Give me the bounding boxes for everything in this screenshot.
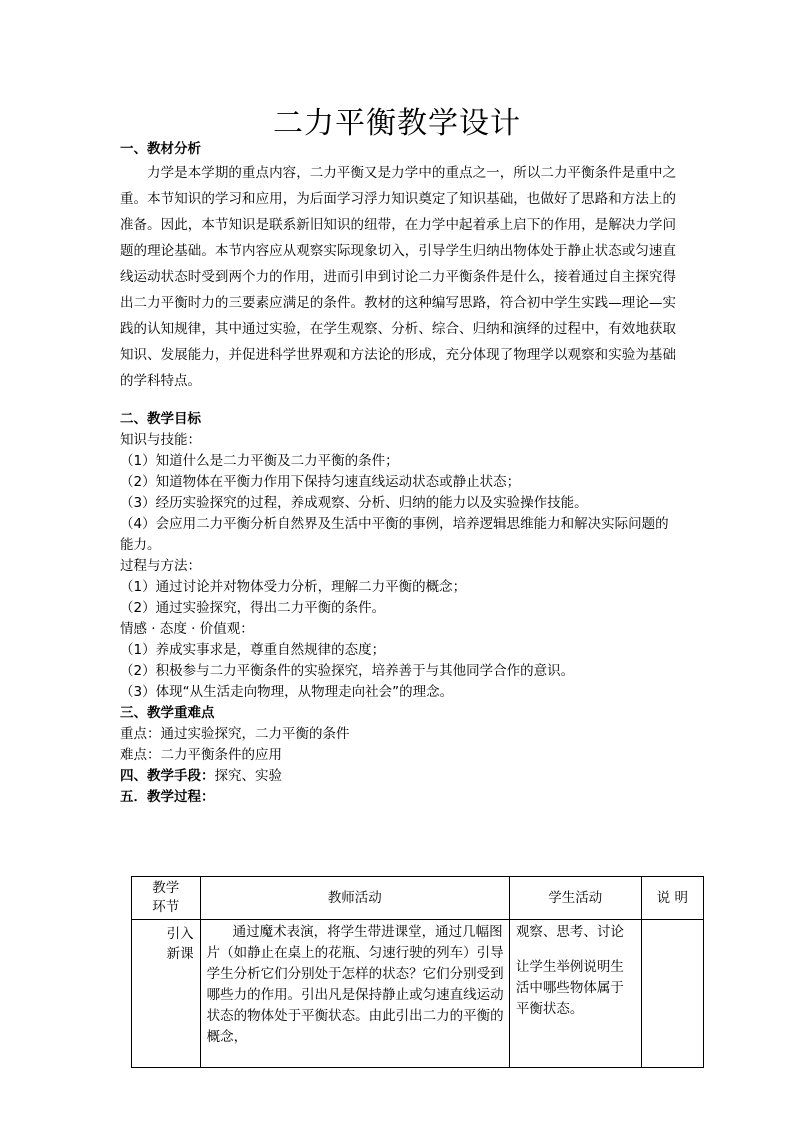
teaching-process-table — [131, 876, 704, 1068]
key-point: 重点：通过实验探究，二力平衡的条件 — [120, 726, 350, 742]
emotion-item: （2）积极参与二力平衡条件的实验探究，培养善于与其他同学合作的意识。 — [120, 663, 575, 679]
material-analysis-paragraph: 力学是本学期的重点内容，二力平衡又是力学中的重点之一，所以二力平衡条件是重中之重。本节知识的学习和应用，为后面学习浮力知识奠定了知识基础，也做好了思路和方法上的准备。因此，本节知识是联系新旧知识的纽带，在力学中起着承上启下的作用，是解决力学问题的理论基础。本节内容应从观察实际现象切入，引导学生归纳出物体处于静止状态或匀速直线运动状态时受到两个力的作用，进而引申到讨论二力平衡条件是什么，接着通过自主探究得出二力平衡时力的三要素应满足的条件。教材的这种编写思路，符合初中学生实践—理论—实践的认知规律，其中通过实验，在学生观察、分析、综合、归纳和演绎的过程中，有效地获取知识、发展能力，并促进科学世界观和方法论的形成，充分体现了物理学以观察和实验为基础的学科特点。 — [120, 165, 676, 389]
section-heading-objectives: 二、教学目标 — [120, 411, 201, 427]
emotion-item: （1）养成实事求是，尊重自然规律的态度； — [120, 642, 386, 658]
knowledge-item: （3）经历实验探究的过程，养成观察、分析、归纳的能力以及实验操作技能。 — [120, 495, 588, 511]
section-heading-means: 四、教学手段： — [120, 768, 215, 784]
student-activity-cell — [509, 920, 641, 1068]
stage-label: 引入新课 — [166, 926, 194, 962]
section-heading-process: 五．教学过程： — [120, 789, 215, 805]
process-item: （1）通过讨论并对物体受力分析，理解二力平衡的概念； — [120, 579, 467, 595]
header-teacher: 教师活动 — [200, 877, 509, 920]
knowledge-item: （1）知道什么是二力平衡及二力平衡的条件； — [120, 453, 399, 469]
teacher-activity-cell — [200, 920, 509, 1068]
difficulty: 难点：二力平衡条件的应用 — [120, 747, 282, 763]
means-value: 探究、实验 — [214, 768, 282, 784]
header-note: 说 明 — [641, 877, 703, 920]
emotion-item: （3）体现“从生活走向物理，从物理走向社会”的理念。 — [120, 684, 454, 700]
table-header-row — [132, 877, 704, 920]
knowledge-label: 知识与技能： — [120, 432, 201, 448]
student-activity-text: 让学生举例说明生活中哪些物体属于平衡状态。 — [515, 959, 624, 1017]
section-heading-key-points: 三、教学重难点 — [120, 705, 215, 721]
student-activity-text: 观察、思考、讨论 — [515, 924, 624, 940]
stage-cell — [132, 920, 201, 1068]
page-title: 二力平衡教学设计 — [273, 106, 521, 141]
section-objectives — [120, 409, 676, 808]
knowledge-item: （2）知道物体在平衡力作用下保持匀速直线运动状态或静止状态； — [120, 474, 521, 490]
process-item: （2）通过实验探究，得出二力平衡的条件。 — [120, 600, 386, 616]
emotion-label: 情感 · 态度 · 价值观： — [120, 621, 254, 637]
knowledge-item: （4）会应用二力平衡分析自然界及生活中平衡的事例，培养逻辑思维能力和解决实际问题的能力。 — [120, 516, 669, 553]
header-stage — [132, 877, 201, 920]
table-row — [132, 920, 704, 1068]
teacher-activity-text: 通过魔术表演，将学生带进课堂，通过几幅图片（如静止在桌上的花瓶、匀速行驶的列车）引导学生分析它们分别处于怎样的状态？它们分别受到哪些力的作用。引出凡是保持静止或匀速直线运动状态的物体处于平衡状态。由此引出二力的平衡的概念， — [206, 924, 504, 1045]
header-stage-label: 教学环节 — [152, 880, 180, 915]
note-cell — [641, 920, 703, 1068]
section-teaching-material — [120, 139, 676, 394]
header-student: 学生活动 — [509, 877, 641, 920]
section-heading-material: 一、教材分析 — [120, 141, 201, 157]
section-means — [120, 766, 676, 787]
process-label: 过程与方法： — [120, 558, 201, 574]
